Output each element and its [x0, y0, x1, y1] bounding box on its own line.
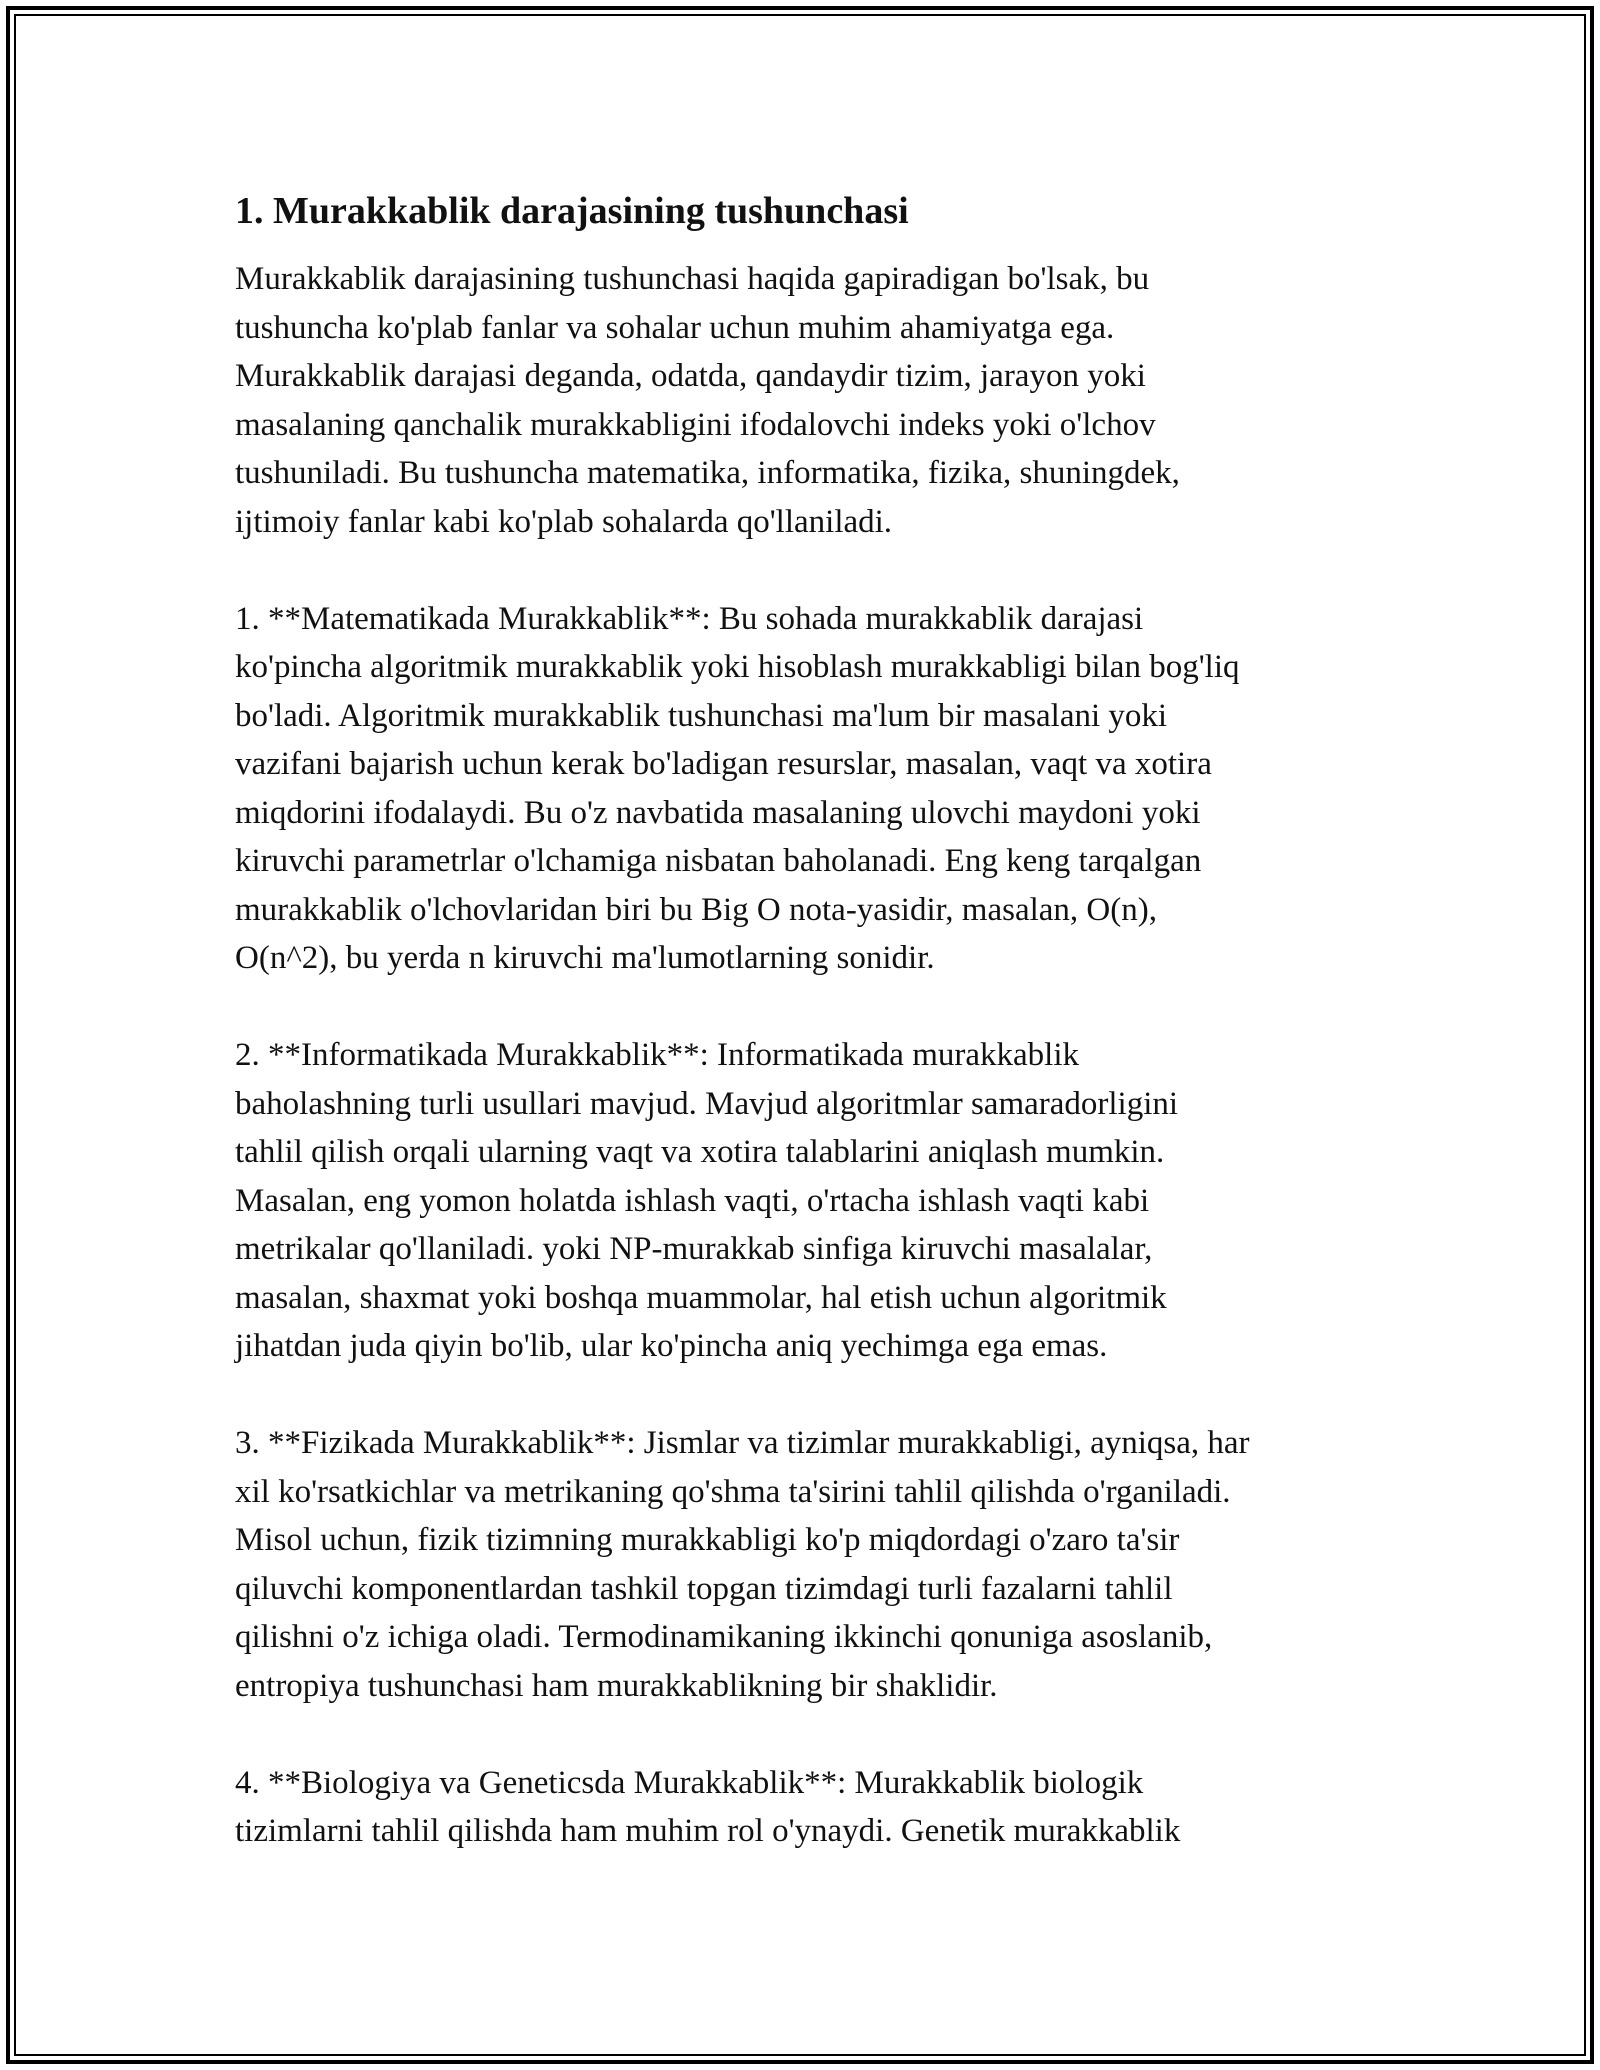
- paragraph-mathematics: [235, 595, 1375, 983]
- text-line: 3. **Fizikada Murakkablik**: Jismlar va tizimlar murakkabligi, ayniqsa, har: [235, 1425, 1250, 1461]
- text-line: xil ko'rsatkichlar va metrikaning qo'shma ta'sirini tahlil qilishda o'rganiladi.: [235, 1473, 1231, 1510]
- text-line: 1. **Matematikada Murakkablik**: Bu sohada murakkablik darajasi: [235, 600, 1144, 637]
- text-line: Masalan, eng yomon holatda ishlash vaqti, o'rtacha ishlash vaqti kabi: [235, 1182, 1150, 1219]
- text-line: ko'pincha algoritmik murakkablik yoki hisoblash murakkabligi bilan bog'liq: [235, 649, 1240, 685]
- text-line: tizimlarni tahlil qilishda ham muhim rol o'ynaydi. Genetik murakkablik: [235, 1813, 1181, 1849]
- document-title: 1. Murakkablik darajasining tushunchasi: [235, 190, 909, 232]
- text-line: vazifani bajarish uchun kerak bo'ladigan resurslar, masalan, vaqt va xotira: [235, 746, 1212, 782]
- text-line: tushuniladi. Bu tushuncha matematika, informatika, fizika, shuningdek,: [235, 455, 1180, 491]
- document-body: [235, 185, 1375, 1856]
- paragraph-biology: [235, 1759, 1375, 1856]
- text-line: murakkablik o'lchovlaridan biri bu Big O nota-yasidir, masalan, O(n),: [235, 891, 1157, 928]
- text-line: masalaning qanchalik murakkabligini ifodalovchi indeks yoki o'lchov: [235, 406, 1156, 443]
- text-line: miqdorini ifodalaydi. Bu o'z navbatida masalaning ulovchi maydoni yoki: [235, 794, 1201, 831]
- paragraph-physics: [235, 1419, 1375, 1710]
- text-line: ijtimoiy fanlar kabi ko'plab sohalarda qo'llaniladi.: [235, 503, 893, 540]
- text-line: bo'ladi. Algoritmik murakkablik tushunchasi ma'lum bir masalani yoki: [235, 697, 1168, 734]
- text-line: entropiya tushunchasi ham murakkablikning bir shaklidir.: [235, 1667, 998, 1704]
- text-line: baholashning turli usullari mavjud. Mavjud algoritmlar samaradorligini: [235, 1085, 1179, 1122]
- text-line: qilishni o'z ichiga oladi. Termodinamikaning ikkinchi qonuniga asoslanib,: [235, 1619, 1213, 1655]
- text-line: Murakkablik darajasi deganda, odatda, qandaydir tizim, jarayon yoki: [235, 358, 1146, 394]
- text-line: tushuncha ko'plab fanlar va sohalar uchun muhim ahamiyatga ega.: [235, 309, 1115, 346]
- text-line: kiruvchi parametrlar o'lchamiga nisbatan baholanadi. Eng keng tarqalgan: [235, 843, 1202, 879]
- paragraph-informatics: [235, 1031, 1375, 1371]
- paragraph-intro: [235, 255, 1375, 546]
- text-line: qiluvchi komponentlardan tashkil topgan tizimdagi turli fazalarni tahlil: [235, 1570, 1173, 1607]
- text-line: 2. **Informatikada Murakkablik**: Informatikada murakkablik: [235, 1037, 1079, 1073]
- text-line: metrikalar qo'llaniladi. yoki NP-murakkab sinfiga kiruvchi masalalar,: [235, 1231, 1153, 1267]
- text-line: O(n^2), bu yerda n kiruvchi ma'lumotlarning sonidir.: [235, 940, 935, 976]
- text-line: tahlil qilish orqali ularning vaqt va xotira talablarini aniqlash mumkin.: [235, 1134, 1165, 1170]
- text-line: masalan, shaxmat yoki boshqa muammolar, hal etish uchun algoritmik: [235, 1279, 1167, 1316]
- text-line: Murakkablik darajasining tushunchasi haqida gapiradigan bo'lsak, bu: [235, 261, 1150, 297]
- text-line: Misol uchun, fizik tizimning murakkabligi ko'p miqdordagi o'zaro ta'sir: [235, 1522, 1180, 1558]
- text-line: 4. **Biologiya va Geneticsda Murakkablik**: Murakkablik biologik: [235, 1764, 1144, 1801]
- text-line: jihatdan juda qiyin bo'lib, ular ko'pincha aniq yechimga ega emas.: [235, 1328, 1108, 1364]
